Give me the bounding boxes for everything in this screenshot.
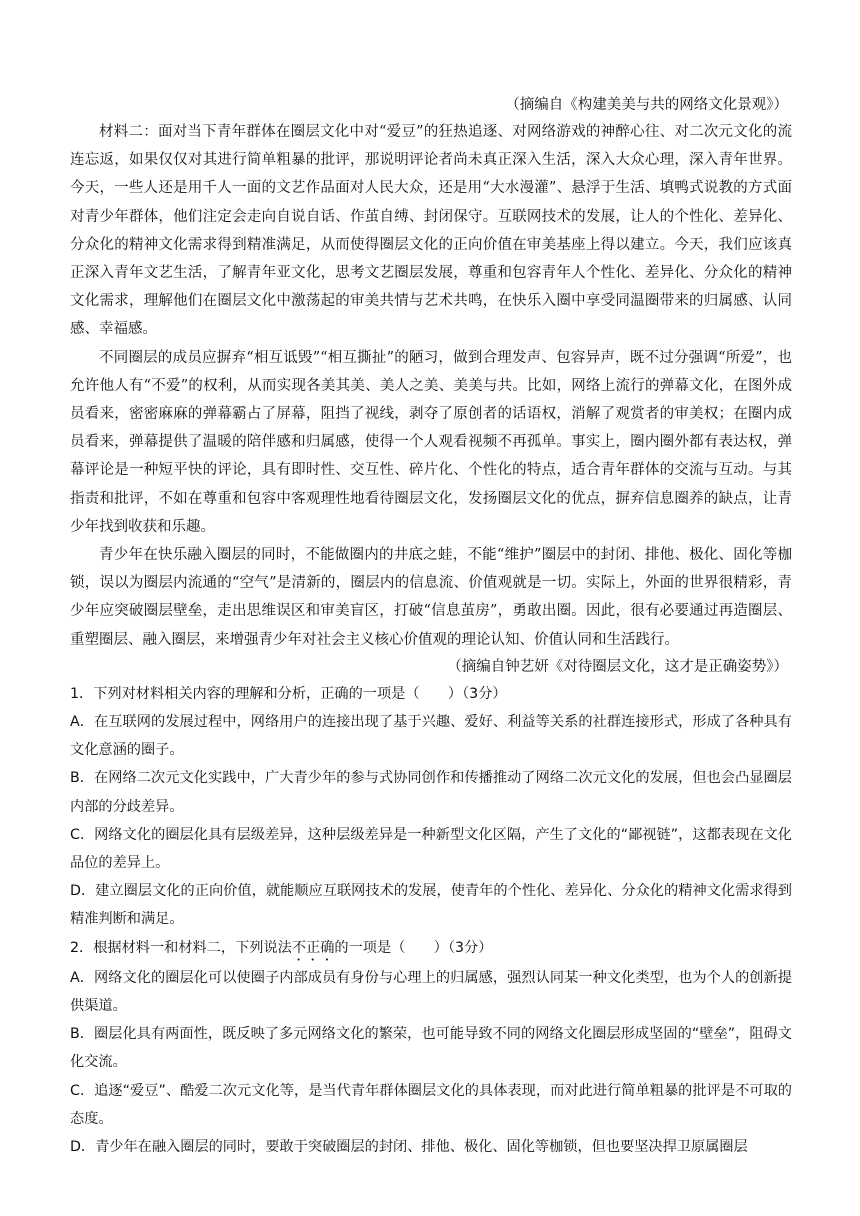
source-citation-2: （摘编自钟艺妍《对待圈层文化，这才是正确姿势》）	[447, 658, 788, 675]
question-2-option-b: B．圈层化具有两面性，既反映了多元网络文化的繁荣，也可能导致不同的网络文化圈层形成坚固的“壁垒”，阻碍文化交流。	[70, 1026, 792, 1071]
exam-content	[70, 92, 792, 1161]
question-2-emphasis: 不正确	[291, 939, 335, 956]
question-2-option-d: D．青少年在融入圈层的同时，要敢于突破圈层的封闭、排他、极化、固化等枷锁，但也要坚决捍卫原属圈层	[70, 1138, 748, 1155]
question-1-option-c: C．网络文化的圈层化具有层级差异，这种层级差异是一种新型文化区隔，产生了文化的“鄙视链”，这都表现在文化品位的差异上。	[70, 826, 792, 872]
material-two-paragraph-1: 材料二：面对当下青年群体在圈层文化中对“爱豆”的狂热追逐、对网络游戏的神醉心往、对二次元文化的流连忘返，如果仅仅对其进行简单粗暴的批评，那说明评论者尚未真正深入生活，深入大众心理，深入青年世界。今天，一些人还是用千人一面的文艺作品面对人民大众，还是用“大水漫灌”、悬浮于生活、填鸭式说教的方式面对青少年群体，他们注定会走向自说自话、作茧自缚、封闭保守。互联网技术的发展，让人的个性化、差异化、分众化的精神文化需求得到精准满足，从而使得圈层文化的正向价值在审美基座上得以建立。今天，我们应该真正深入青年文艺生活，了解青年亚文化，思考文艺圈层发展，尊重和包容青年人个性化、差异化、分众化的精神文化需求，理解他们在圈层文化中激荡起的审美共情与艺术共鸣，在快乐入圈中享受同温圈带来的归属感、认同感、幸福感。	[70, 124, 792, 338]
question-1-option-b: B．在网络二次元文化实践中，广大青少年的参与式协同创作和传播推动了网络二次元文化的发展，但也会凸显圈层内部的分歧差异。	[70, 770, 792, 815]
material-two-paragraph-3: 青少年在快乐融入圈层的同时，不能做圈内的井底之蛙，不能“维护”圈层中的封闭、排他、极化、固化等枷锁，误以为圈层内流通的“空气”是清新的，圈层内的信息流、价值观就是一切。实际上，外面的世界很精彩，青少年应突破圈层壁垒，走出思维误区和审美盲区，打破“信息茧房”，勇敢出圈。因此，很有必要通过再造圈层、重塑圈层、融入圈层，来增强青少年对社会主义核心价值观的理论认知、价值认同和生活践行。	[70, 547, 792, 648]
question-1-stem: 1．下列对材料相关内容的理解和分析，正确的一项是（ ）（3分）	[70, 685, 507, 702]
question-2-stem-start: 2．根据材料一和材料二，下列说法	[70, 939, 292, 956]
question-2-option-a: A．网络文化的圈层化可以使圈子内部成员有身份与心理上的归属感，强烈认同某一种文化类型，也为个人的创新提供渠道。	[70, 969, 792, 1014]
source-citation-1: （摘编自《构建美美与共的网络文化景观》）	[505, 97, 788, 113]
question-2-stem	[70, 934, 792, 964]
question-2-stem-end: 的一项是（ ）（3分）	[334, 939, 493, 956]
question-1-option-a: A．在互联网的发展过程中，网络用户的连接出现了基于兴趣、爱好、利益等关系的社群连接形式，形成了各种具有文化意涵的圈子。	[70, 714, 792, 759]
material-two-paragraph-2: 不同圈层的成员应摒弃“相互诋毁”“相互撕扯”的陋习，做到合理发声、包容异声，既不过分强调“所爱”，也允许他人有“不爱”的权利，从而实现各美其美、美人之美、美美与共。比如，网络上流行的弹幕文化，在图外成员看来，密密麻麻的弹幕霸占了屏幕，阻挡了视线，剥夺了原创者的话语权，消解了观赏者的审美权；在圈内成员看来，弹幕提供了温暖的陪伴感和归属感，使得一个人观看视频不再孤单。事实上，圈内圈外都有表达权，弹幕评论是一种短平快的评论，具有即时性、交互性、碎片化、个性化的特点，适合青年群体的交流与互动。与其指责和批评，不如在尊重和包容中客观理性地看待圈层文化，发扬圈层文化的优点，摒弃信息圈养的缺点，让青少年找到收获和乐趣。	[70, 349, 792, 535]
question-1-option-d: D．建立圈层文化的正向价值，就能顺应互联网技术的发展，使青年的个性化、差异化、分众化的精神文化需求得到精准判断和满足。	[70, 883, 792, 928]
question-2-option-c: C．追逐“爱豆”、酷爱二次元文化等，是当代青年群体圈层文化的具体表现，而对此进行简单粗暴的批评是不可取的态度。	[70, 1082, 792, 1127]
